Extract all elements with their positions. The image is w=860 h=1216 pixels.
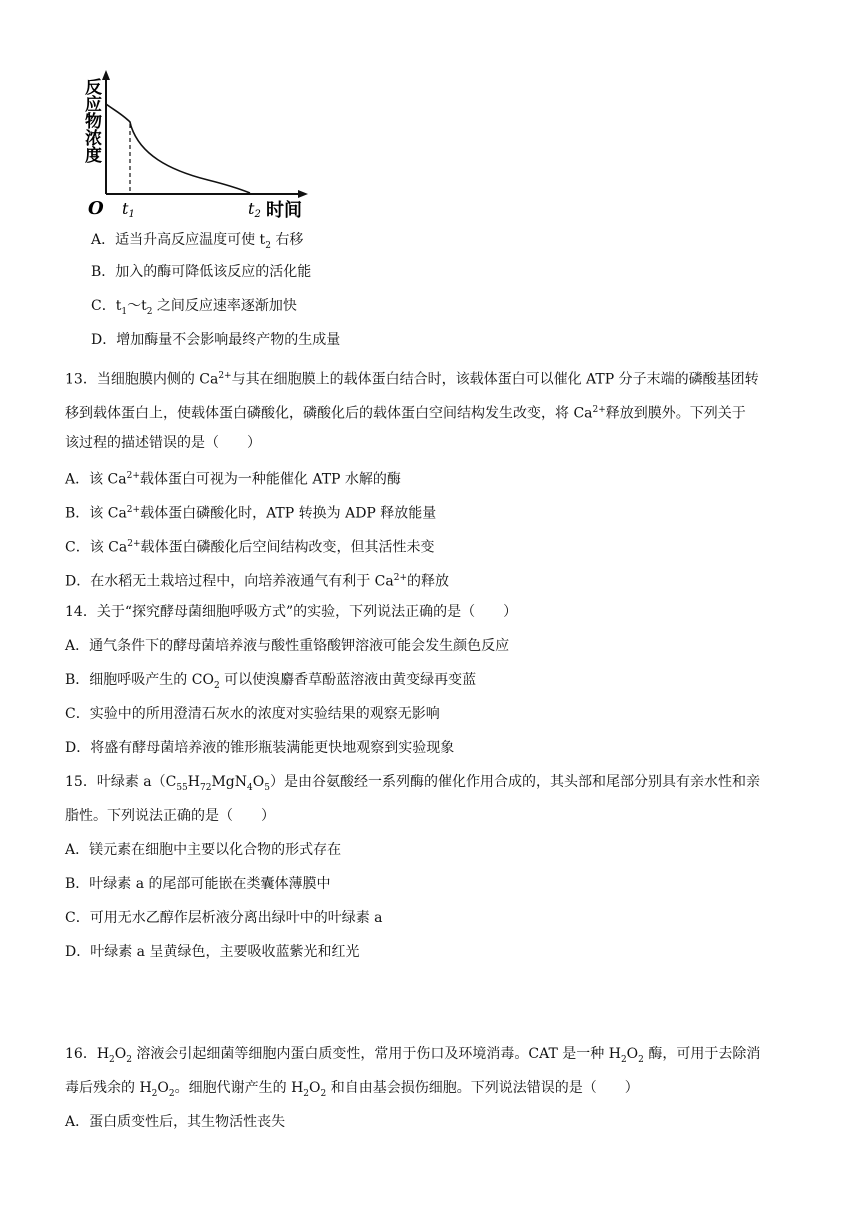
concentration-curve bbox=[106, 104, 250, 193]
t2-label: t2 bbox=[248, 199, 261, 220]
q13-stem-line2: 移到载体蛋白上，使载体蛋白磷酸化，磷酸化后的载体蛋白空间结构发生改变，将 $Ca^{2+}$释放到膜外。下列关于 bbox=[65, 405, 746, 422]
q15-option-c: C．可用无水乙醇作层析液分离出绿叶中的叶绿素 a bbox=[65, 910, 383, 926]
q15-option-a: A．镁元素在细胞中主要以化合物的形式存在 bbox=[65, 842, 342, 858]
q13-stem-line1: 13．当细胞膜内侧的 $Ca^{2+}$与其在细胞膜上的载体蛋白结合时，该载体蛋白可以催化 ATP 分子末端的磷酸基团转 bbox=[65, 371, 759, 388]
concentration-time-figure bbox=[78, 66, 328, 226]
x-axis-arrow bbox=[298, 190, 308, 198]
q15-option-d: D．叶绿素 a 呈黄绿色，主要吸收蓝紫光和红光 bbox=[65, 944, 360, 960]
q15-option-b: B．叶绿素 a 的尾部可能嵌在类囊体薄膜中 bbox=[65, 876, 331, 892]
origin-label: O bbox=[88, 198, 104, 219]
q14-stem: 14．关于“探究酵母菌细胞呼吸方式”的实验，下列说法正确的是（ ） bbox=[65, 604, 518, 620]
q14-option-c: C．实验中的所用澄清石灰水的浓度对实验结果的观察无影响 bbox=[65, 706, 440, 722]
q14-option-d: D．将盛有酵母菌培养液的锥形瓶装满能更快地观察到实验现象 bbox=[65, 740, 455, 756]
q15-stem-line1: 15．叶绿素 $a(C_{55}H_{72}MgN_4O_5)$是由谷氨酸经一系列酶的催化作用合成的，其头部和尾部分别具有亲水性和亲 bbox=[65, 774, 760, 793]
q12-option-b: B．加入的酶可降低该反应的活化能 bbox=[91, 264, 312, 280]
concentration-curve-graph bbox=[78, 66, 328, 226]
q16-stem-line1: 16．$H_2O_2$ 溶液会引起细菌等细胞内蛋白质变性，常用于伤口及环境消毒。CAT 是一种 $H_2O_2$ 酶，可用于去除消 bbox=[65, 1046, 761, 1065]
q13-stem-line3: 该过程的描述错误的是（ ） bbox=[65, 435, 261, 451]
q16-option-a: A．蛋白质变性后，其生物活性丧失 bbox=[65, 1114, 286, 1130]
q13-option-b: B．该 $Ca^{2+}$载体蛋白磷酸化时，ATP 转换为 ADP 释放能量 bbox=[65, 505, 437, 522]
q16-stem-line2: 毒后残余的 $H_2O_2$。细胞代谢产生的 $H_2O_2$ 和自由基会损伤细胞。下列说法错误的是（ ） bbox=[65, 1080, 639, 1099]
q13-option-c: C．该 $Ca^{2+}$载体蛋白磷酸化后空间结构改变，但其活性未变 bbox=[65, 539, 435, 556]
q14-option-a: A．通气条件下的酵母菌培养液与酸性重铬酸钾溶液可能会发生颜色反应 bbox=[65, 638, 510, 654]
q12-option-d: D．增加酶量不会影响最终产物的生成量 bbox=[91, 332, 341, 348]
q14-option-b: B．细胞呼吸产生的 $CO_2$ 可以使溴麝香草酚蓝溶液由黄变绿再变蓝 bbox=[65, 672, 477, 691]
q12-option-a: A．适当升高反应温度可使 $t_2$ 右移 bbox=[91, 232, 304, 251]
x-axis-label: 时间 bbox=[266, 200, 302, 221]
q13-option-a: A．该 $Ca^{2+}$载体蛋白可视为一种能催化 ATP 水解的酶 bbox=[65, 471, 401, 488]
t1-label: t1 bbox=[122, 199, 135, 220]
q12-option-c: C．$t_1\sim t_2$ 之间反应速率逐渐加快 bbox=[91, 298, 297, 317]
q15-stem-line2: 脂性。下列说法正确的是（ ） bbox=[65, 808, 275, 824]
q13-option-d: D．在水稻无土栽培过程中，向培养液通气有利于 $Ca^{2+}$的释放 bbox=[65, 573, 450, 590]
y-axis-label: 反应物浓度 bbox=[81, 78, 101, 163]
y-axis-arrow bbox=[102, 70, 110, 80]
